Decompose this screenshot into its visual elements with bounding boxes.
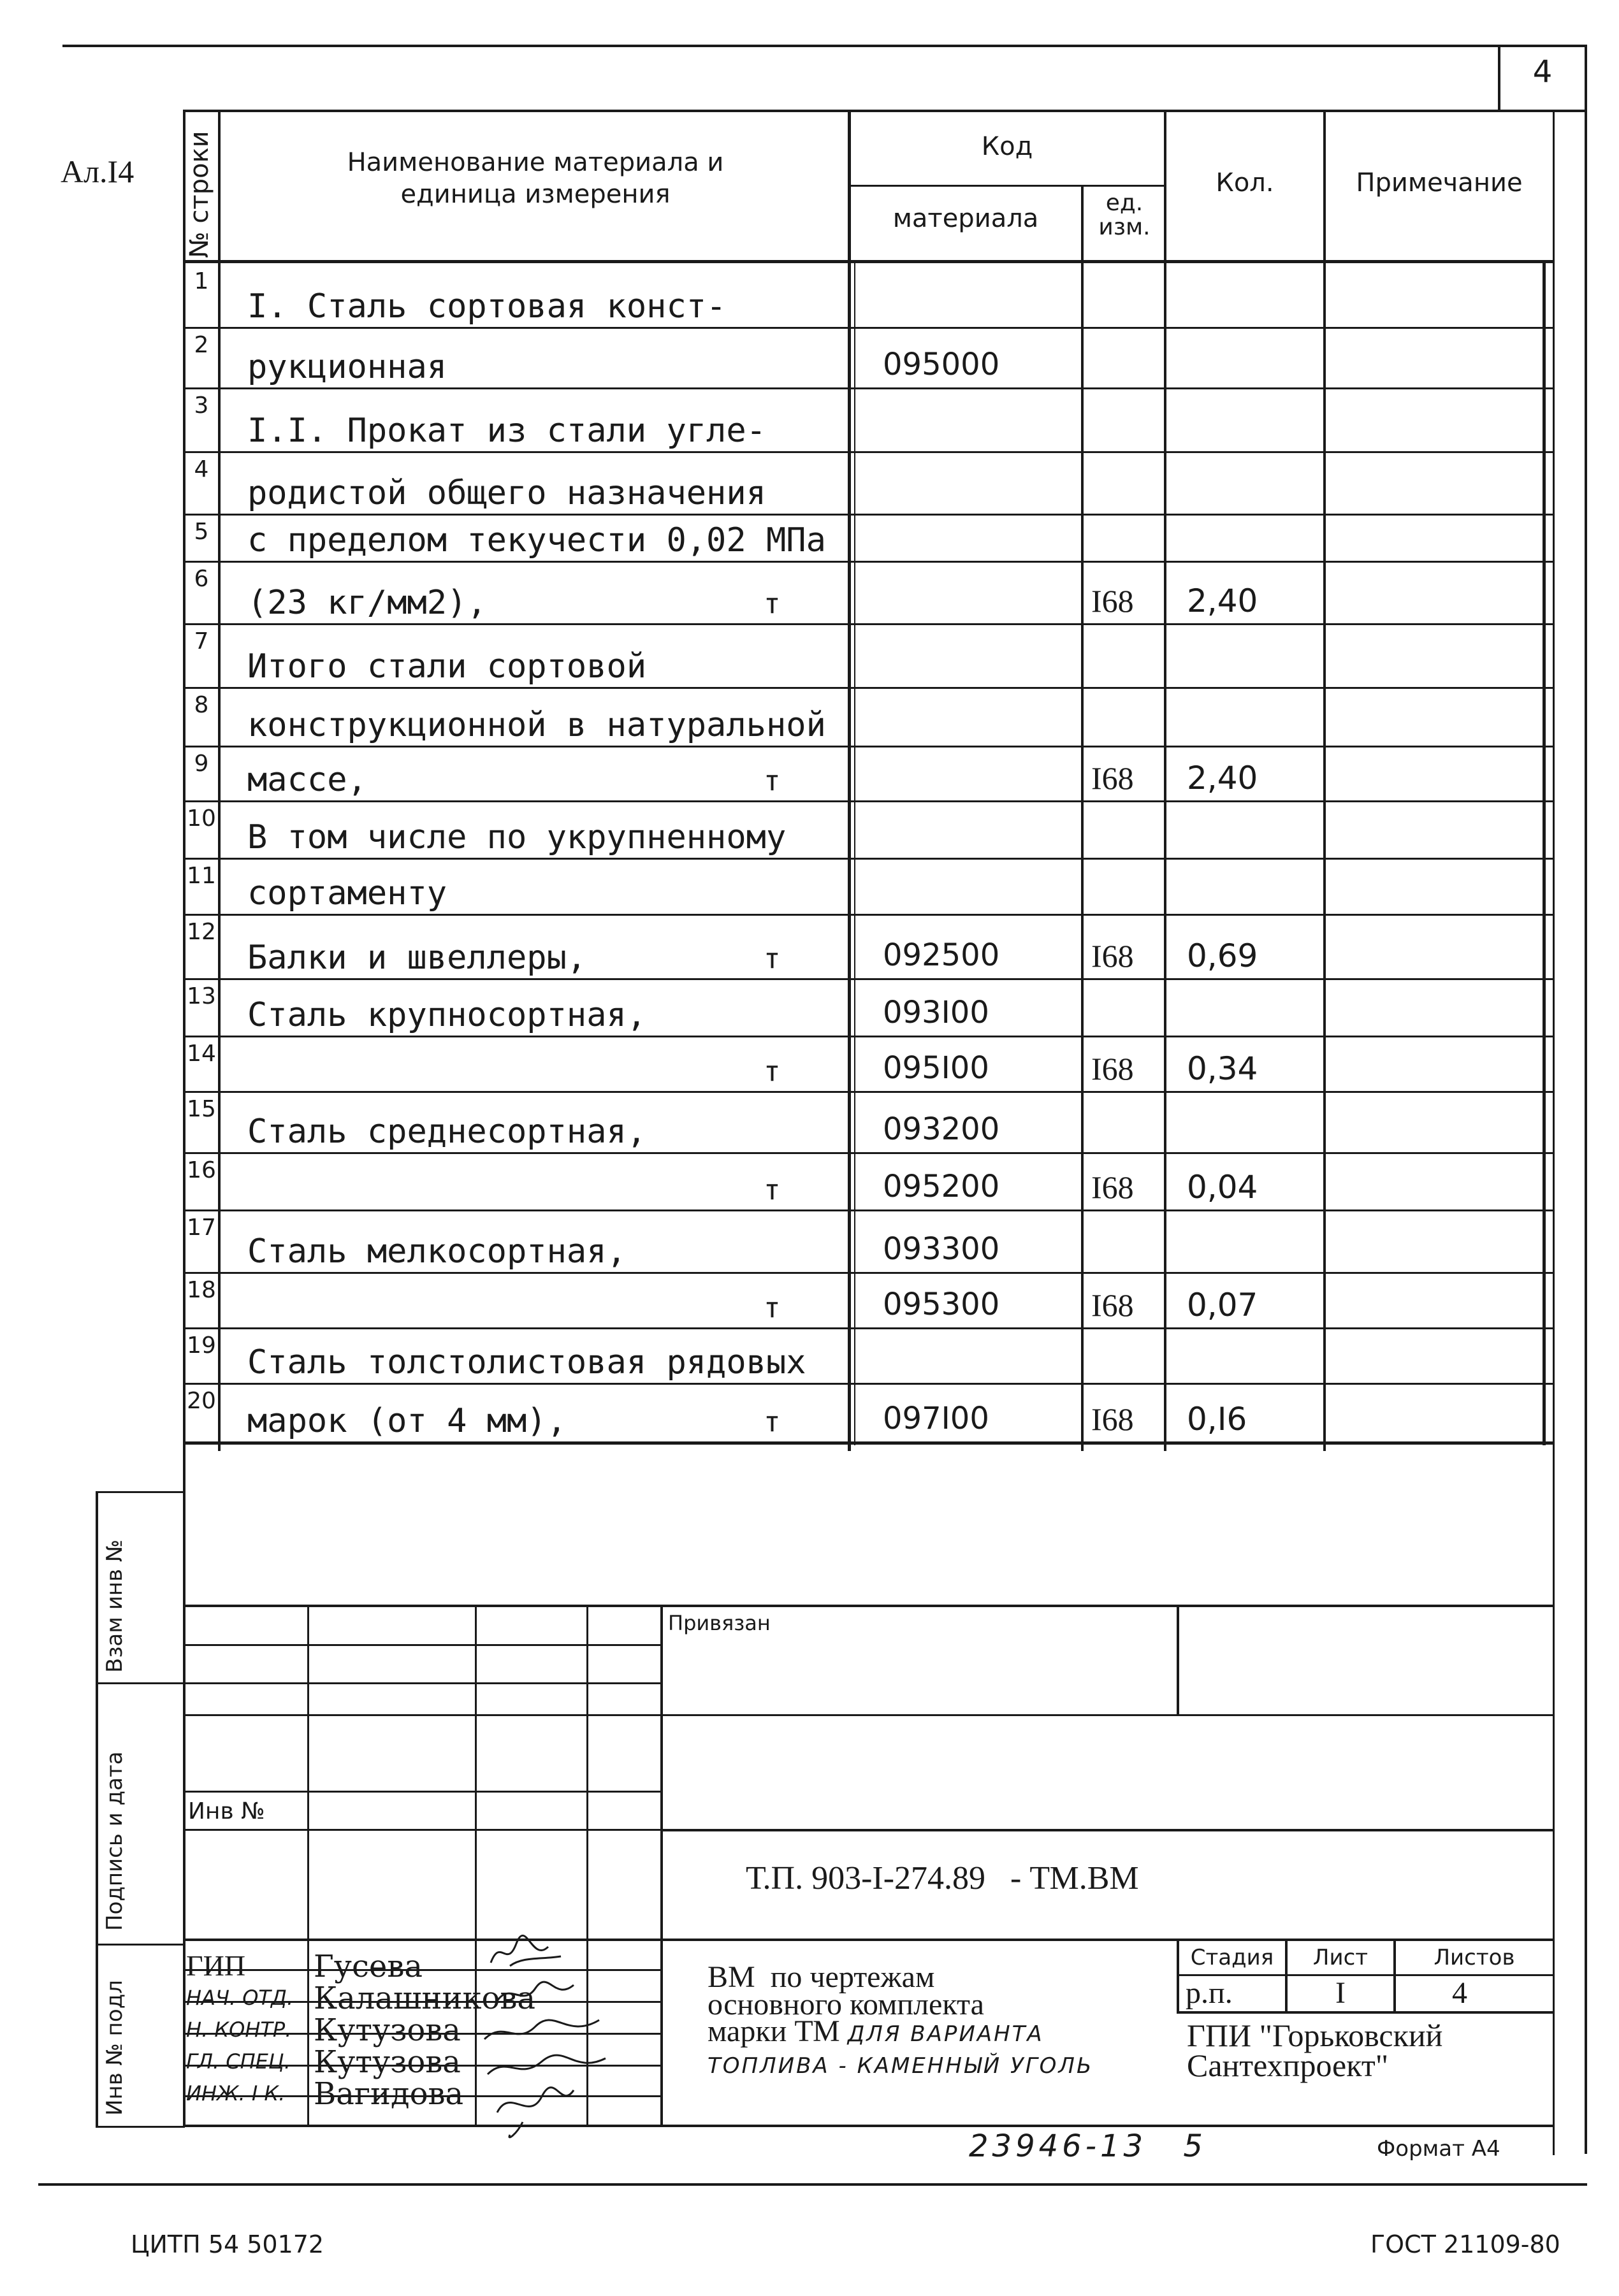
row-unit-letter: т xyxy=(764,1406,781,1438)
row-unit-letter: т xyxy=(764,1174,781,1206)
label-vzam: Взам инв № xyxy=(102,1539,127,1673)
title-line4-hand: ТОПЛИВА - КАМЕННЫЙ УГОЛЬ xyxy=(708,2053,1094,2079)
row-number: 17 xyxy=(187,1215,216,1241)
signature-2 xyxy=(497,1982,574,2001)
stamp-line-org xyxy=(1177,2011,1553,2014)
row-divider xyxy=(183,978,1553,980)
row-material-code: 093300 xyxy=(883,1231,1000,1267)
stamp-vline-privyazan xyxy=(1177,1605,1179,1715)
stamp-line-h3 xyxy=(183,1939,1553,1941)
format-label: Формат А4 xyxy=(1377,2136,1500,2162)
row-qty: 0,04 xyxy=(1187,1169,1258,1206)
row-number: 14 xyxy=(187,1041,216,1067)
inner-right-line xyxy=(1553,110,1555,2155)
row-name-text: Сталь среднесортная, xyxy=(247,1113,647,1151)
row-divider xyxy=(183,387,1553,389)
stamp-person-name: Гусева xyxy=(314,1949,423,1984)
col-line-rowno xyxy=(218,110,221,1451)
sheets-label: Листов xyxy=(1434,1945,1515,1970)
side-block-top xyxy=(96,1491,185,1493)
bottom-left-code: ЦИТП 54 50172 xyxy=(131,2230,324,2258)
side-div-1 xyxy=(96,1682,185,1684)
row-number: 19 xyxy=(187,1332,216,1359)
col-line-name xyxy=(848,110,851,1451)
row-number: 5 xyxy=(194,519,209,545)
row-divider xyxy=(183,1036,1553,1037)
row-unit-code: I68 xyxy=(1091,938,1134,974)
row-material-code: 093200 xyxy=(883,1111,1000,1147)
row-name-text: массе, xyxy=(247,761,367,799)
row-divider xyxy=(183,327,1553,329)
org-line1: ГПИ "Горьковский xyxy=(1187,2018,1443,2053)
row-divider xyxy=(183,914,1553,916)
title-line3-print: марки ТМ xyxy=(708,2014,840,2048)
row-number: 15 xyxy=(187,1096,216,1122)
row-qty: 0,34 xyxy=(1187,1050,1258,1087)
header-name: Наименование материала и единица измерения xyxy=(347,148,724,209)
row-divider xyxy=(183,800,1553,802)
signatures-svg xyxy=(472,1931,637,2141)
sheet-value: I xyxy=(1335,1976,1346,2010)
code-sub-line xyxy=(848,185,1166,187)
row-unit-code: I68 xyxy=(1091,1169,1134,1205)
top-border-line xyxy=(62,45,1586,47)
row-material-code: 095300 xyxy=(883,1287,1000,1322)
inv-no-label: Инв № xyxy=(188,1798,265,1824)
privyazan-label: Привязан xyxy=(668,1611,771,1635)
header-qty: Кол. xyxy=(1216,168,1274,198)
stamp-person-name: Кутузова xyxy=(314,2012,461,2048)
stamp-person-name: Кутузова xyxy=(314,2044,461,2080)
table-bottom-line xyxy=(183,1441,1553,1445)
row-number: 3 xyxy=(194,393,209,419)
row-unit-code: I68 xyxy=(1091,760,1134,796)
row-divider xyxy=(183,687,1553,689)
table-top-line xyxy=(183,110,1553,112)
bottom-right-gost: ГОСТ 21109-80 xyxy=(1370,2230,1560,2258)
row-divider xyxy=(183,746,1553,747)
sheets-value: 4 xyxy=(1452,1976,1467,2010)
header-code: Код xyxy=(981,132,1033,161)
row-name-text: Сталь крупносортная, xyxy=(247,996,647,1034)
row-divider xyxy=(183,1209,1553,1211)
row-name-text: рукционная xyxy=(247,348,447,386)
stamp-vline-main xyxy=(660,1605,663,2126)
header-bottom-line xyxy=(183,260,1553,263)
row-qty: 0,69 xyxy=(1187,937,1258,974)
row-number: 1 xyxy=(194,268,209,294)
row-unit-letter: т xyxy=(764,1292,781,1324)
row-divider xyxy=(183,514,1553,516)
col-line-unit xyxy=(1164,110,1166,1451)
row-number: 7 xyxy=(194,628,209,654)
col-line-material xyxy=(1081,185,1084,1451)
row-qty: 0,I6 xyxy=(1187,1401,1247,1438)
row-name-text: родистой общего назначения xyxy=(247,474,766,512)
row-qty: 2,40 xyxy=(1187,760,1258,797)
row-number: 2 xyxy=(194,332,209,358)
row-divider xyxy=(183,1383,1553,1385)
row-name-text: Сталь толстолистовая рядовых xyxy=(247,1343,806,1382)
stamp-role: ГИП xyxy=(186,1949,246,1982)
org-line2: Сантехпроект" xyxy=(1187,2047,1389,2083)
stamp-top-line xyxy=(183,1605,1553,1607)
row-unit-letter: т xyxy=(764,765,781,797)
side-block-bottom xyxy=(96,2126,185,2128)
row-material-code: 093I00 xyxy=(883,995,989,1030)
row-unit-letter: т xyxy=(764,588,781,620)
title-line3-hand: ДЛЯ ВАРИАНТА xyxy=(847,2021,1044,2047)
stamp-line-h1 xyxy=(663,1714,1553,1716)
row-number: 8 xyxy=(194,692,209,718)
row-material-code: 095200 xyxy=(883,1169,1000,1204)
row-unit-code: I68 xyxy=(1091,1287,1134,1323)
signature-4 xyxy=(488,2055,606,2074)
title-line3 xyxy=(708,2014,1044,2049)
row-number: 20 xyxy=(187,1388,216,1414)
archive-sheet: 5 xyxy=(1183,2128,1207,2164)
bottom-border-line xyxy=(38,2183,1587,2186)
row-divider xyxy=(183,623,1553,625)
header-unit: ед. изм. xyxy=(1098,190,1151,240)
designation: Т.П. 903-I-274.89 - ТМ.ВМ xyxy=(746,1860,1139,1896)
signature-1 xyxy=(491,1935,561,1966)
row-name-text: I.I. Прокат из стали угле- xyxy=(247,412,766,450)
stage-value: р.п. xyxy=(1186,1976,1233,2010)
row-name-text: I. Сталь сортовая конст- xyxy=(247,287,727,326)
album-ref: Ал.I4 xyxy=(61,154,134,189)
archive-number-value: 23946-13 xyxy=(969,2128,1147,2164)
row-name-text: Итого стали сортовой xyxy=(247,647,647,686)
row-name-text: конструкционной в натуральной xyxy=(247,706,826,744)
row-number: 4 xyxy=(194,456,209,482)
row-number: 16 xyxy=(187,1157,216,1183)
row-material-code: 095I00 xyxy=(883,1050,989,1086)
row-unit-code: I68 xyxy=(1091,583,1134,619)
archive-number xyxy=(969,2128,1207,2164)
row-divider xyxy=(183,1152,1553,1154)
row-unit-letter: т xyxy=(764,942,781,975)
row-divider xyxy=(183,451,1553,453)
row-divider xyxy=(183,561,1553,563)
frame-left-line xyxy=(183,110,185,2126)
row-unit-code: I68 xyxy=(1091,1401,1134,1437)
stamp-line-h2 xyxy=(663,1829,1553,1831)
row-unit-code: I68 xyxy=(1091,1051,1134,1087)
row-name-text: (23 кг/мм2), xyxy=(247,584,487,622)
stamp-grid-line xyxy=(183,1714,660,1716)
row-divider xyxy=(183,1091,1553,1093)
row-number: 10 xyxy=(187,805,216,832)
row-name-text: Балки и швеллеры, xyxy=(247,939,587,977)
row-divider xyxy=(183,858,1553,860)
row-name-text: В том числе по укрупненному xyxy=(247,818,787,856)
row-name-text: с пределом текучести 0,02 МПа xyxy=(247,521,826,560)
row-name-text: марок (от 4 мм), xyxy=(247,1402,567,1440)
row-number: 18 xyxy=(187,1277,216,1303)
stamp-role: Н. КОНТР. xyxy=(186,2018,292,2042)
row-number: 9 xyxy=(194,751,209,777)
stage-label: Стадия xyxy=(1190,1945,1274,1970)
row-qty: 0,07 xyxy=(1187,1287,1258,1324)
stamp-grid-line xyxy=(183,1791,660,1793)
side-block-line xyxy=(96,1491,98,2126)
row-qty: 2,40 xyxy=(1187,582,1258,619)
label-inv-podl: Инв № подл xyxy=(102,1980,127,2116)
right-border-line xyxy=(1585,45,1587,2154)
stamp-person-name: Калашникова xyxy=(314,1981,536,2016)
row-divider xyxy=(183,1272,1553,1274)
row-material-code: 097I00 xyxy=(883,1401,989,1436)
header-row-no: № строки xyxy=(185,131,214,258)
label-podpis: Подпись и дата xyxy=(102,1751,127,1931)
stamp-grid-line xyxy=(183,1644,660,1646)
stamp-person-name: Вагидова xyxy=(314,2076,464,2112)
col-line-name-double xyxy=(854,260,855,1445)
stamp-grid-line xyxy=(183,1682,660,1684)
title-line2: основного комплекта xyxy=(708,1988,984,2021)
header-note: Примечание xyxy=(1356,168,1523,198)
stamp-role: НАЧ. ОТД. xyxy=(186,1986,294,2010)
row-name-text: Сталь мелкосортная, xyxy=(247,1232,627,1271)
row-material-code: 092500 xyxy=(883,937,1000,973)
stamp-role: ИНЖ. I К. xyxy=(186,2081,286,2105)
row-number: 11 xyxy=(187,863,216,889)
row-number: 12 xyxy=(187,919,216,945)
row-number: 13 xyxy=(187,983,216,1009)
page-number: 4 xyxy=(1532,54,1553,90)
row-divider xyxy=(183,1327,1553,1329)
sheet-label: Лист xyxy=(1312,1945,1369,1970)
col-line-qty xyxy=(1323,110,1326,1451)
header-material: материала xyxy=(892,204,1039,233)
row-number: 6 xyxy=(194,566,209,592)
side-div-2 xyxy=(96,1944,185,1946)
signature-3 xyxy=(484,2020,599,2039)
row-material-code: 095000 xyxy=(883,347,1000,382)
title-line1: ВМ по чертежам xyxy=(708,1960,935,1994)
stamp-grid-line xyxy=(183,1829,660,1831)
stamp-bottom-line xyxy=(183,2125,1553,2127)
signature-5 xyxy=(497,2088,574,2137)
row-unit-letter: т xyxy=(764,1055,781,1088)
row-name-text: сортаменту xyxy=(247,874,447,913)
stamp-role: ГЛ. СПЕЦ. xyxy=(186,2049,291,2074)
col-line-right-inner xyxy=(1543,260,1546,1445)
